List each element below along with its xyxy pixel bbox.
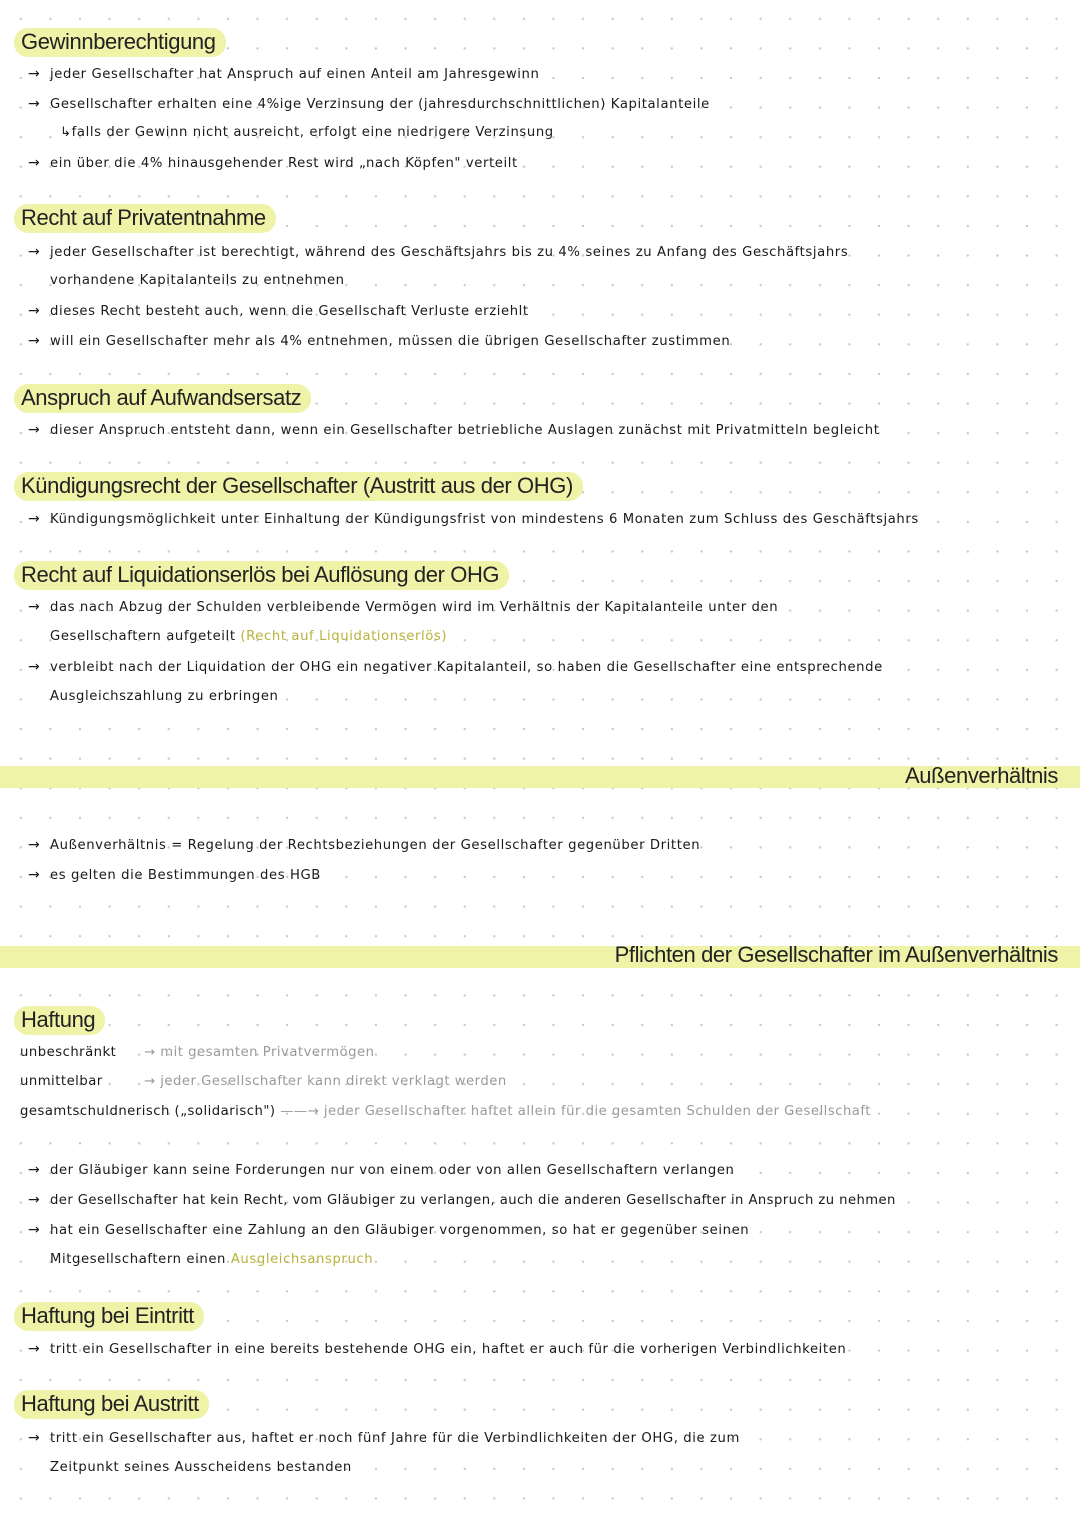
haftung-term-row: unmittelbar → jeder Gesellschafter kann direkt verklagt werden: [20, 1074, 507, 1089]
bullet: → das nach Abzug der Schulden verbleibende Vermögen wird im Verhältnis der Kapitalanteile unter den: [28, 599, 779, 615]
bullet: → Kündigungsmöglichkeit unter Einhaltung der Kündigungsfrist von mindestens 6 Monaten zum Schluss des Geschäftsjahrs: [28, 511, 919, 527]
bullet: → tritt ein Gesellschafter aus, haftet er noch fünf Jahre für die Verbindlichkeiten der OHG, die zum: [28, 1430, 740, 1446]
bullet: → Außenverhältnis = Regelung der Rechtsbeziehungen der Gesellschafter gegenüber Dritten: [28, 837, 701, 853]
arrow-icon: →: [28, 1430, 41, 1446]
arrow-icon: →: [28, 599, 41, 615]
heading-privatentnahme: Recht auf Privatentnahme: [14, 204, 276, 233]
band-title-aussenverhaeltnis: Außenverhältnis: [905, 763, 1058, 788]
bullet-continuation: Ausgleichszahlung zu erbringen: [50, 689, 279, 704]
bullet-continuation: Zeitpunkt seines Ausscheidens bestanden: [50, 1460, 352, 1475]
bullet: → der Gesellschafter hat kein Recht, vom Gläubiger zu verlangen, auch die anderen Gesellschafter in Anspruch zu nehmen: [28, 1192, 896, 1208]
heading-aufwandsersatz: Anspruch auf Aufwandsersatz: [14, 384, 311, 413]
heading-haftung: Haftung: [14, 1006, 105, 1035]
arrow-icon: →: [28, 244, 41, 260]
bullet: → es gelten die Bestimmungen des HGB: [28, 867, 321, 883]
heading-gewinnberechtigung: Gewinnberechtigung: [14, 28, 226, 57]
heading-liquidationserloes: Recht auf Liquidationserlös bei Auflösung der OHG: [14, 561, 509, 590]
highlight-note: (Recht auf Liquidationserlös): [240, 629, 448, 644]
arrow-icon: →: [28, 66, 41, 82]
bullet: → verbleibt nach der Liquidation der OHG ein negativer Kapitalanteil, so haben die Gesellschafter eine entsprechende: [28, 659, 883, 675]
bullet: → tritt ein Gesellschafter in eine bereits bestehende OHG ein, haftet er auch für die vorherigen Verbindlichkeiten: [28, 1341, 847, 1357]
arrow-icon: →: [28, 511, 41, 527]
arrow-icon: →: [28, 837, 41, 853]
bullet-continuation: Gesellschaftern aufgeteilt (Recht auf Liquidationserlös): [50, 629, 448, 644]
arrow-icon: →: [28, 303, 41, 319]
bullet: → will ein Gesellschafter mehr als 4% entnehmen, müssen die übrigen Gesellschafter zustimmen: [28, 333, 731, 349]
arrow-icon: →: [28, 422, 41, 438]
bullet: → Gesellschafter erhalten eine 4%ige Verzinsung der (jahresdurchschnittlichen) Kapitalanteile: [28, 96, 710, 112]
haftung-term-row: unbeschränkt → mit gesamten Privatvermögen: [20, 1045, 375, 1060]
bullet: → ein über die 4% hinausgehender Rest wird „nach Köpfen" verteilt: [28, 155, 518, 171]
bullet: → jeder Gesellschafter hat Anspruch auf einen Anteil am Jahresgewinn: [28, 66, 540, 82]
arrow-icon: →: [28, 659, 41, 675]
heading-haftung-eintritt: Haftung bei Eintritt: [14, 1302, 204, 1331]
bullet: → dieses Recht besteht auch, wenn die Gesellschaft Verluste erziehlt: [28, 303, 529, 319]
arrow-icon: →: [28, 1341, 41, 1357]
bullet: → der Gläubiger kann seine Forderungen nur von einem oder von allen Gesellschaftern verlangen: [28, 1162, 735, 1178]
arrow-icon: →: [28, 1162, 41, 1178]
arrow-icon: →: [28, 867, 41, 883]
arrow-icon: →: [28, 1192, 41, 1208]
arrow-icon: →: [28, 155, 41, 171]
heading-haftung-austritt: Haftung bei Austritt: [14, 1390, 209, 1419]
bullet: → dieser Anspruch entsteht dann, wenn ein Gesellschafter betriebliche Auslagen zunächst mit Privatmitteln begleicht: [28, 422, 880, 438]
highlight-term: Ausgleichsanspruch: [230, 1252, 374, 1267]
bullet-continuation: vorhandene Kapitalanteils zu entnehmen: [50, 273, 345, 288]
arrow-icon: →: [28, 96, 41, 112]
heading-kuendigungsrecht: Kündigungsrecht der Gesellschafter (Austritt aus der OHG): [14, 472, 583, 501]
bullet: → jeder Gesellschafter ist berechtigt, während des Geschäftsjahrs bis zu 4% seines zu Anfang des Geschäftsjahrs: [28, 244, 849, 260]
sub-note: ↳falls der Gewinn nicht ausreicht, erfolgt eine niedrigere Verzinsung: [60, 125, 554, 140]
bullet: → hat ein Gesellschafter eine Zahlung an den Gläubiger vorgenommen, so hat er gegenüber seinen: [28, 1222, 750, 1238]
arrow-icon: →: [28, 333, 41, 349]
band-title-pflichten: Pflichten der Gesellschafter im Außenverhältnis: [614, 942, 1058, 967]
haftung-term-row: gesamtschuldnerisch („solidarisch") ——→ jeder Gesellschafter haftet allein für die gesamten Schulden der Gesellschaft: [20, 1104, 871, 1119]
arrow-icon: →: [28, 1222, 41, 1238]
bullet-continuation: Mitgesellschaftern einen Ausgleichsanspruch: [50, 1252, 374, 1267]
